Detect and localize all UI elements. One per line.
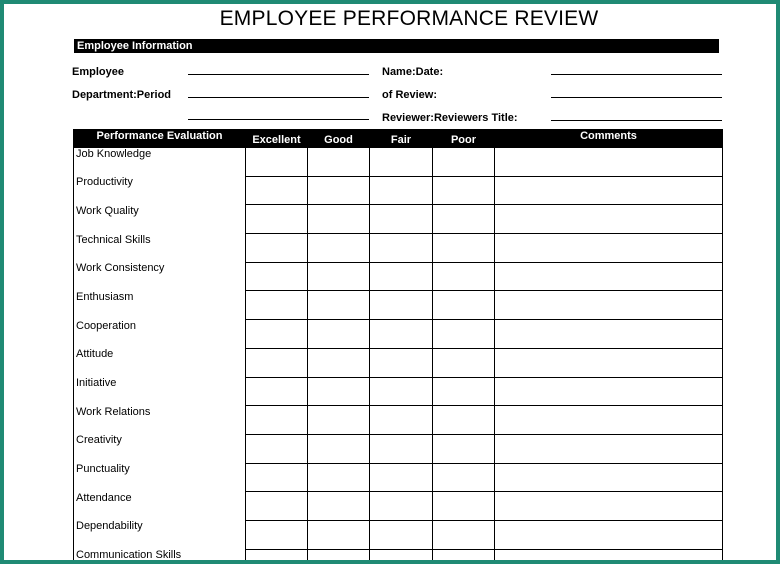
evaluation-criterion: Communication Skills	[74, 549, 246, 564]
poor-cell[interactable]	[433, 549, 495, 564]
blank-line-field[interactable]	[188, 119, 369, 120]
fair-cell[interactable]	[370, 492, 433, 521]
comments-cell[interactable]	[495, 463, 723, 492]
fair-cell[interactable]	[370, 291, 433, 320]
employee-label: Employee	[72, 66, 124, 78]
good-cell[interactable]	[308, 262, 370, 291]
good-cell[interactable]	[308, 320, 370, 349]
table-row	[74, 549, 723, 564]
good-cell[interactable]	[308, 549, 370, 564]
excellent-cell[interactable]	[246, 234, 308, 263]
name-date-label: Name:Date:	[382, 66, 444, 78]
fair-cell[interactable]	[370, 434, 433, 463]
table-row	[74, 291, 723, 320]
comments-cell[interactable]	[495, 234, 723, 263]
evaluation-criterion: Dependability	[74, 520, 246, 549]
fair-cell[interactable]	[370, 320, 433, 349]
table-row	[74, 492, 723, 521]
excellent-cell[interactable]	[246, 176, 308, 205]
fair-cell[interactable]	[370, 205, 433, 234]
excellent-cell[interactable]	[246, 492, 308, 521]
comments-cell[interactable]	[495, 176, 723, 205]
header-poor: Poor	[433, 130, 495, 148]
table-row	[74, 377, 723, 406]
performance-evaluation-table	[73, 129, 723, 564]
of-review-field[interactable]	[551, 97, 722, 98]
fair-cell[interactable]	[370, 406, 433, 435]
table-row	[74, 320, 723, 349]
excellent-cell[interactable]	[246, 406, 308, 435]
excellent-cell[interactable]	[246, 549, 308, 564]
section-header-employee-info: Employee Information	[74, 39, 719, 53]
evaluation-criterion: Work Quality	[74, 205, 246, 234]
poor-cell[interactable]	[433, 520, 495, 549]
table-row	[74, 520, 723, 549]
poor-cell[interactable]	[433, 176, 495, 205]
poor-cell[interactable]	[433, 205, 495, 234]
evaluation-criterion: Job Knowledge	[74, 148, 246, 177]
evaluation-criterion: Creativity	[74, 434, 246, 463]
excellent-cell[interactable]	[246, 463, 308, 492]
table-row	[74, 176, 723, 205]
comments-cell[interactable]	[495, 148, 723, 177]
department-period-label: Department:Period	[72, 89, 172, 101]
evaluation-criterion: Work Relations	[74, 406, 246, 435]
poor-cell[interactable]	[433, 377, 495, 406]
evaluation-criterion: Punctuality	[74, 463, 246, 492]
table-row	[74, 348, 723, 377]
poor-cell[interactable]	[433, 148, 495, 177]
comments-cell[interactable]	[495, 320, 723, 349]
excellent-cell[interactable]	[246, 262, 308, 291]
comments-cell[interactable]	[495, 205, 723, 234]
fair-cell[interactable]	[370, 549, 433, 564]
excellent-cell[interactable]	[246, 520, 308, 549]
comments-cell[interactable]	[495, 434, 723, 463]
good-cell[interactable]	[308, 463, 370, 492]
poor-cell[interactable]	[433, 234, 495, 263]
comments-cell[interactable]	[495, 549, 723, 564]
evaluation-criterion: Productivity	[74, 176, 246, 205]
header-good: Good	[308, 130, 370, 148]
header-fair: Fair	[370, 130, 433, 148]
excellent-cell[interactable]	[246, 205, 308, 234]
table-row	[74, 148, 723, 177]
fair-cell[interactable]	[370, 463, 433, 492]
excellent-cell[interactable]	[246, 434, 308, 463]
comments-cell[interactable]	[495, 406, 723, 435]
page-title: EMPLOYEE PERFORMANCE REVIEW	[219, 7, 599, 30]
reviewer-title-field[interactable]	[551, 120, 722, 121]
excellent-cell[interactable]	[246, 148, 308, 177]
comments-cell[interactable]	[495, 520, 723, 549]
evaluation-criterion: Initiative	[74, 377, 246, 406]
department-period-field[interactable]	[188, 97, 369, 98]
excellent-cell[interactable]	[246, 377, 308, 406]
table-row	[74, 205, 723, 234]
good-cell[interactable]	[308, 492, 370, 521]
comments-cell[interactable]	[495, 262, 723, 291]
excellent-cell[interactable]	[246, 348, 308, 377]
fair-cell[interactable]	[370, 377, 433, 406]
comments-cell[interactable]	[495, 492, 723, 521]
evaluation-criterion: Technical Skills	[74, 234, 246, 263]
table-row	[74, 234, 723, 263]
fair-cell[interactable]	[370, 348, 433, 377]
poor-cell[interactable]	[433, 463, 495, 492]
table-row	[74, 262, 723, 291]
fair-cell[interactable]	[370, 520, 433, 549]
table-row	[74, 434, 723, 463]
evaluation-criterion: Attendance	[74, 492, 246, 521]
employee-field[interactable]	[188, 74, 369, 75]
good-cell[interactable]	[308, 377, 370, 406]
good-cell[interactable]	[308, 434, 370, 463]
comments-cell[interactable]	[495, 291, 723, 320]
poor-cell[interactable]	[433, 262, 495, 291]
good-cell[interactable]	[308, 406, 370, 435]
excellent-cell[interactable]	[246, 320, 308, 349]
evaluation-criterion: Attitude	[74, 348, 246, 377]
fair-cell[interactable]	[370, 176, 433, 205]
table-header-row	[74, 130, 723, 148]
poor-cell[interactable]	[433, 348, 495, 377]
poor-cell[interactable]	[433, 492, 495, 521]
excellent-cell[interactable]	[246, 291, 308, 320]
evaluation-criterion: Enthusiasm	[74, 291, 246, 320]
good-cell[interactable]	[308, 348, 370, 377]
poor-cell[interactable]	[433, 406, 495, 435]
good-cell[interactable]	[308, 291, 370, 320]
header-excellent: Excellent	[246, 130, 308, 148]
fair-cell[interactable]	[370, 262, 433, 291]
good-cell[interactable]	[308, 234, 370, 263]
good-cell[interactable]	[308, 520, 370, 549]
fair-cell[interactable]	[370, 148, 433, 177]
evaluation-criterion: Work Consistency	[74, 262, 246, 291]
reviewer-title-label: Reviewer:Reviewers Title:	[382, 112, 518, 124]
poor-cell[interactable]	[433, 434, 495, 463]
good-cell[interactable]	[308, 176, 370, 205]
poor-cell[interactable]	[433, 291, 495, 320]
comments-cell[interactable]	[495, 377, 723, 406]
table-row	[74, 406, 723, 435]
poor-cell[interactable]	[433, 320, 495, 349]
evaluation-criterion: Cooperation	[74, 320, 246, 349]
table-row	[74, 463, 723, 492]
name-date-field[interactable]	[551, 74, 722, 75]
good-cell[interactable]	[308, 148, 370, 177]
header-performance-evaluation: Performance Evaluation	[74, 130, 246, 148]
comments-cell[interactable]	[495, 348, 723, 377]
of-review-label: of Review:	[382, 89, 438, 101]
good-cell[interactable]	[308, 205, 370, 234]
header-comments: Comments	[495, 130, 723, 148]
fair-cell[interactable]	[370, 234, 433, 263]
